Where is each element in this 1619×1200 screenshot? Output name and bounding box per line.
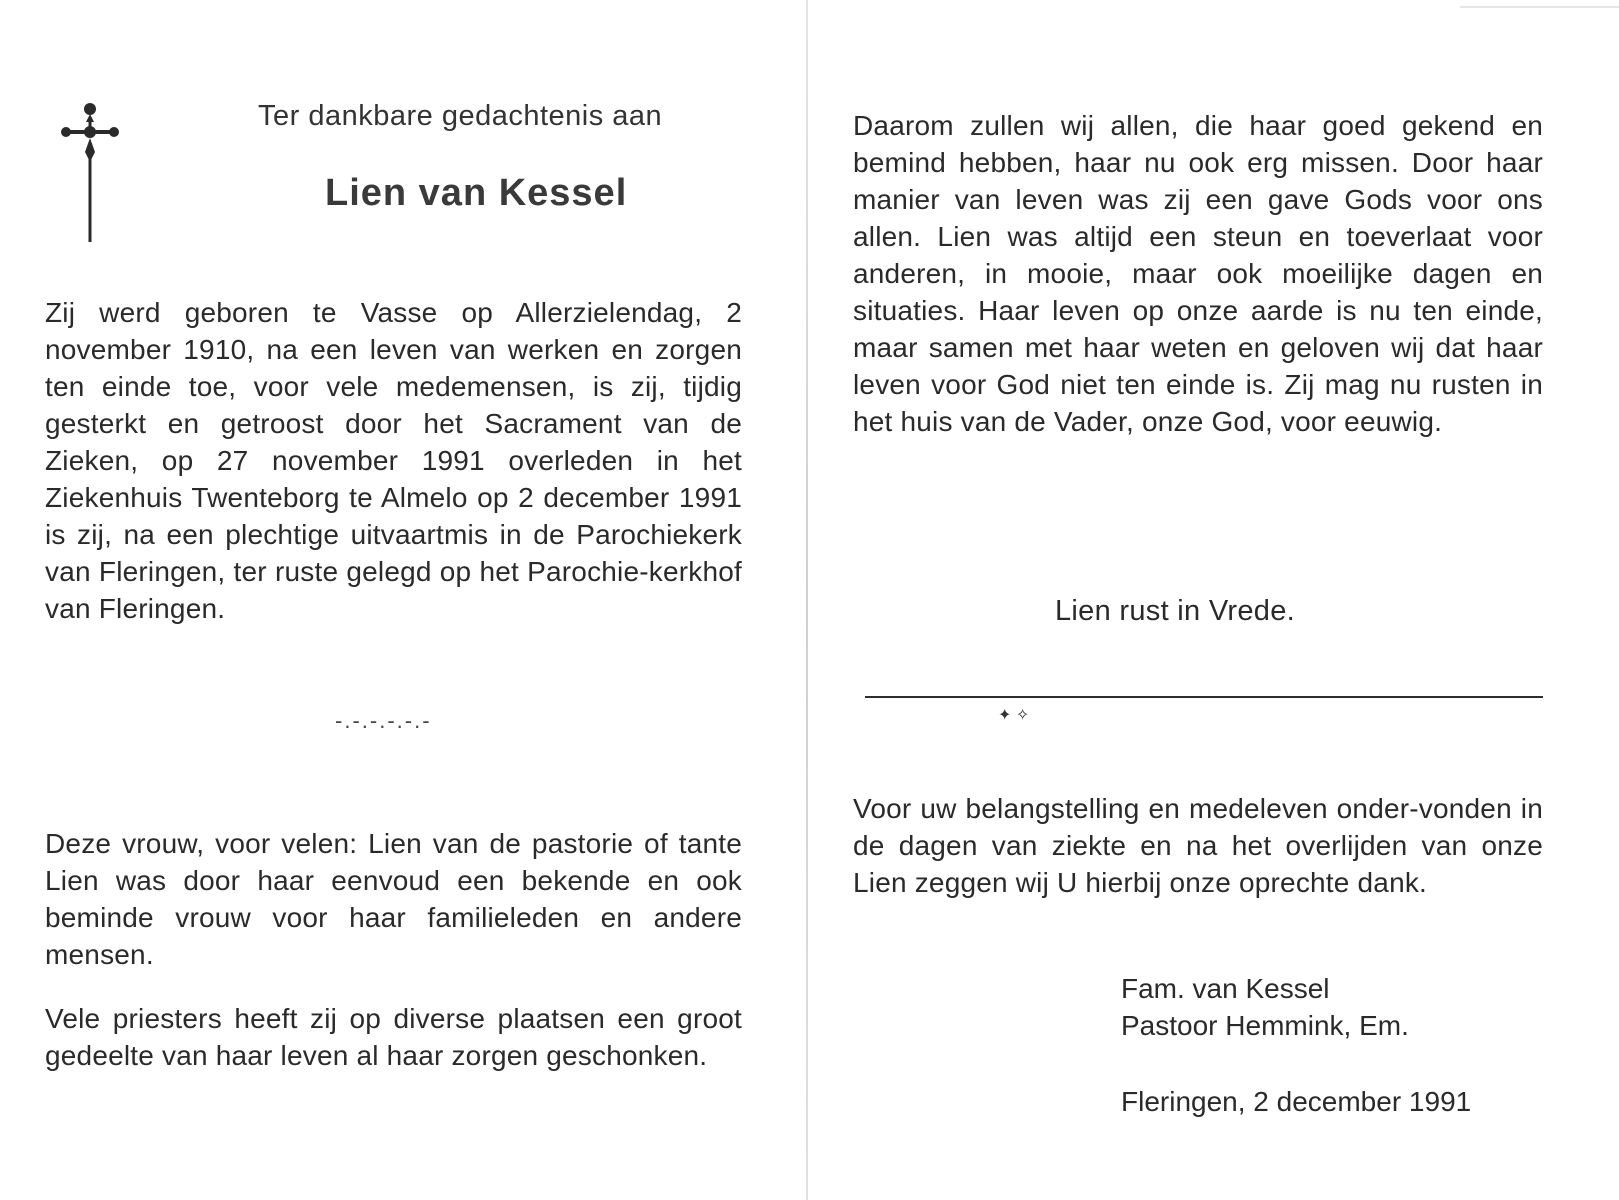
biography-paragraph: Zij werd geboren te Vasse op Allerzielendag, 2 november 1910, na een leven van werken en zorgen ten einde toe, voor vele medemensen, is zij, tijdig gesterkt en getroost door het Sacrament van de Zieken, op 27 november 1991 overleden in het Ziekenhuis Twenteborg te Almelo op 2 december 1991 is zij, na een plechtige uitvaartmis in de Parochiekerk van Fleringen, ter ruste gelegd op het Parochie-kerkhof van Fleringen. <box>45 297 742 624</box>
small-mark-icon: ✦ ✧ <box>998 707 1030 724</box>
thanks-paragraph: Voor uw belangstelling en medeleven onder-vonden in de dagen van ziekte en na het overlijden van onze Lien zeggen wij U hierbij onze oprechte dank. <box>853 793 1543 898</box>
signature-family: Fam. van Kessel <box>1121 973 1330 1004</box>
cross-icon <box>60 100 120 242</box>
horizontal-rule <box>865 696 1543 698</box>
card-fold <box>806 0 808 1200</box>
signature-block <box>1121 970 1521 1044</box>
ornament-divider: -.-.-.-.-.- <box>335 708 432 733</box>
dedication-intro: Ter dankbare gedachtenis aan <box>258 100 663 132</box>
card-edge <box>1460 6 1619 8</box>
character-paragraph: Deze vrouw, voor velen: Lien van de pastorie of tante Lien was door haar eenvoud een bekende en ook beminde vrouw voor haar familieleden en andere mensen. <box>45 828 742 970</box>
rest-in-peace: Lien rust in Vrede. <box>1055 595 1295 627</box>
remembrance-paragraph: Daarom zullen wij allen, die haar goed gekend en bemind hebben, haar nu ook erg missen. Door haar manier van leven was zij een gave Gods voor ons allen. Lien was altijd een steun en toeverlaat voor anderen, in mooie, maar ook moeilijke dagen en situaties. Haar leven op onze aarde is nu ten einde, maar samen met haar weten en geloven wij dat haar leven voor God niet ten einde is. Zij mag nu rusten in het huis van de Vader, onze God, voor eeuwig. <box>853 110 1543 437</box>
place-date: Fleringen, 2 december 1991 <box>1121 1086 1472 1117</box>
deceased-name: Lien van Kessel <box>325 172 628 214</box>
signature-pastor: Pastoor Hemmink, Em. <box>1121 1010 1409 1041</box>
service-paragraph: Vele priesters heeft zij op diverse plaatsen een groot gedeelte van haar leven al haar zorgen geschonken. <box>45 1003 742 1071</box>
